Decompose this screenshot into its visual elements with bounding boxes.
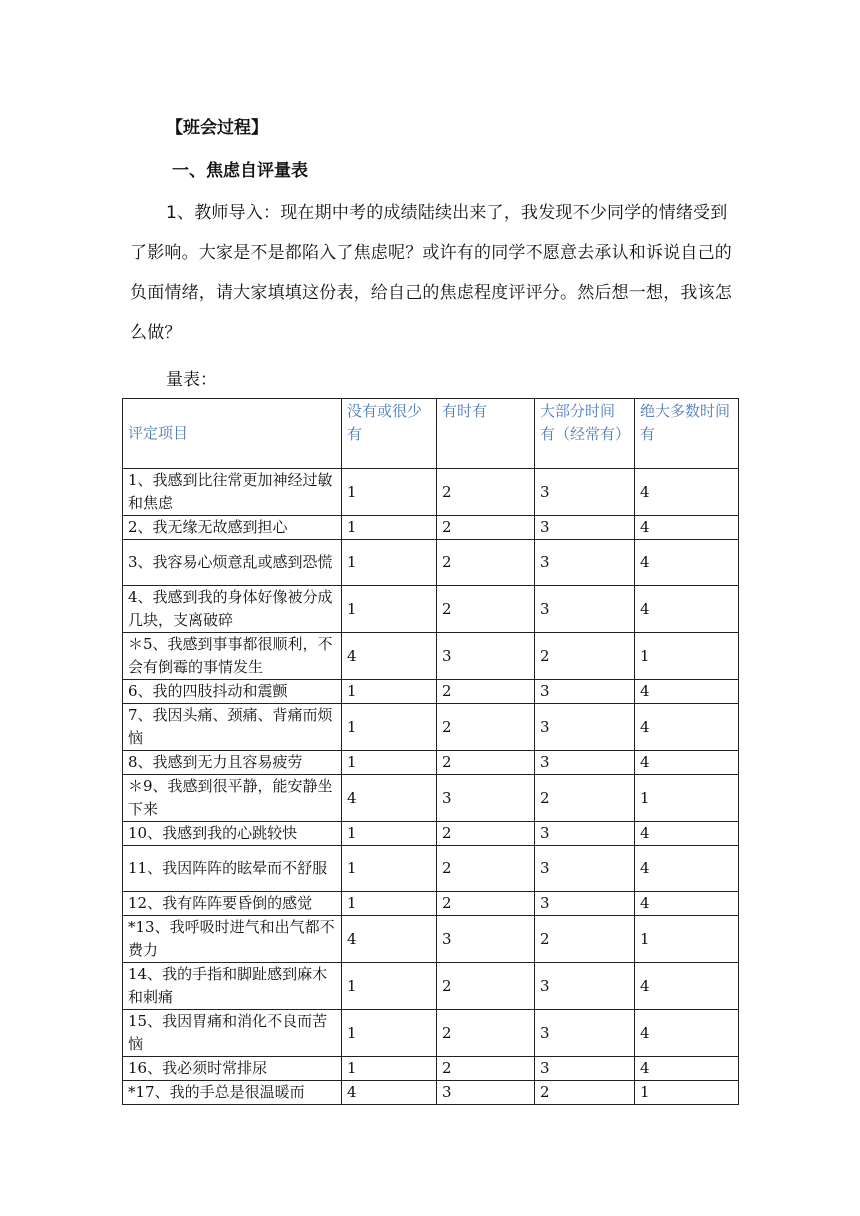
score-cell: 1: [342, 680, 437, 704]
score-cell: 1: [342, 704, 437, 751]
score-cell: 3: [535, 469, 635, 516]
table-row: [123, 1057, 739, 1081]
score-cell: 4: [342, 1081, 437, 1105]
score-cell: 2: [437, 963, 535, 1010]
process-heading: 【班会过程】: [166, 118, 268, 138]
score-cell: 1: [342, 1057, 437, 1081]
score-cell: 4: [635, 586, 739, 633]
score-cell: 1: [342, 892, 437, 916]
header-rarely: 没有或很少有: [342, 399, 437, 469]
score-cell: 3: [535, 680, 635, 704]
item-cell: ＊9、我感到很平静，能安静坐下来: [123, 775, 342, 822]
score-cell: 1: [635, 916, 739, 963]
header-item: 评定项目: [123, 399, 342, 469]
score-cell: 1: [342, 846, 437, 892]
item-cell: 12、我有阵阵要昏倒的感觉: [123, 892, 342, 916]
table-row: [123, 846, 739, 892]
score-cell: 3: [535, 586, 635, 633]
table-row: [123, 892, 739, 916]
table-row: [123, 751, 739, 775]
score-cell: 2: [437, 540, 535, 586]
table-row: [123, 822, 739, 846]
score-cell: 1: [635, 775, 739, 822]
score-cell: 2: [437, 469, 535, 516]
anxiety-scale-table: [122, 398, 739, 1105]
score-cell: 2: [437, 1057, 535, 1081]
table-row: [123, 1081, 739, 1105]
score-cell: 4: [342, 775, 437, 822]
score-cell: 4: [635, 516, 739, 540]
scale-label: 量表：: [166, 370, 217, 390]
score-cell: 4: [635, 751, 739, 775]
score-cell: 4: [635, 540, 739, 586]
item-cell: 15、我因胃痛和消化不良而苦恼: [123, 1010, 342, 1057]
item-cell: 14、我的手指和脚趾感到麻木和刺痛: [123, 963, 342, 1010]
item-cell: 2、我无缘无故感到担心: [123, 516, 342, 540]
item-cell: 16、我必须时常排尿: [123, 1057, 342, 1081]
score-cell: 1: [342, 516, 437, 540]
item-cell: 4、我感到我的身体好像被分成几块，支离破碎: [123, 586, 342, 633]
score-cell: 1: [342, 963, 437, 1010]
header-sometimes: 有时有: [437, 399, 535, 469]
score-cell: 4: [635, 1010, 739, 1057]
table-row: [123, 633, 739, 680]
section-heading: 一、焦虑自评量表: [172, 161, 308, 181]
item-cell: 10、我感到我的心跳较快: [123, 822, 342, 846]
score-cell: 2: [535, 1081, 635, 1105]
item-cell: *17、我的手总是很温暖而: [123, 1081, 342, 1105]
score-cell: 3: [437, 633, 535, 680]
score-cell: 1: [342, 822, 437, 846]
table-row: [123, 680, 739, 704]
score-cell: 3: [535, 704, 635, 751]
header-often: 大部分时间有（经常有）: [535, 399, 635, 469]
score-cell: 3: [535, 540, 635, 586]
score-cell: 3: [535, 846, 635, 892]
score-cell: 1: [342, 751, 437, 775]
table-row: [123, 540, 739, 586]
score-cell: 2: [437, 516, 535, 540]
score-cell: 4: [635, 963, 739, 1010]
intro-paragraph: 1、教师导入：现在期中考的成绩陆续出来了，我发现不少同学的情绪受到了影响。大家是不是都陷入了焦虑呢？或许有的同学不愿意去承认和诉说自己的负面情绪，请大家填填这份表，给自己的焦虑程度评评分。然后想一想，我该怎么做？: [130, 203, 732, 343]
item-cell: ＊5、我感到事事都很顺利，不会有倒霉的事情发生: [123, 633, 342, 680]
score-cell: 3: [535, 892, 635, 916]
score-cell: 1: [342, 540, 437, 586]
score-cell: 2: [437, 846, 535, 892]
item-cell: *13、我呼吸时进气和出气都不费力: [123, 916, 342, 963]
item-cell: 7、我因头痛、颈痛、背痛而烦恼: [123, 704, 342, 751]
score-cell: 2: [535, 633, 635, 680]
score-cell: 4: [342, 633, 437, 680]
score-cell: 3: [535, 1057, 635, 1081]
score-cell: 3: [535, 1010, 635, 1057]
table-row: [123, 1010, 739, 1057]
table-row: [123, 963, 739, 1010]
score-cell: 2: [535, 775, 635, 822]
table-row: [123, 775, 739, 822]
score-cell: 2: [437, 892, 535, 916]
score-cell: 4: [342, 916, 437, 963]
table-row: [123, 469, 739, 516]
score-cell: 1: [342, 586, 437, 633]
score-cell: 2: [437, 1010, 535, 1057]
score-cell: 2: [437, 586, 535, 633]
header-mostly: 绝大多数时间有: [635, 399, 739, 469]
score-cell: 1: [635, 1081, 739, 1105]
score-cell: 2: [437, 680, 535, 704]
score-cell: 4: [635, 822, 739, 846]
item-cell: 11、我因阵阵的眩晕而不舒服: [123, 846, 342, 892]
item-cell: 1、我感到比往常更加神经过敏和焦虑: [123, 469, 342, 516]
score-cell: 4: [635, 469, 739, 516]
item-cell: 6、我的四肢抖动和震颤: [123, 680, 342, 704]
score-cell: 4: [635, 846, 739, 892]
table-row: [123, 704, 739, 751]
table-row: [123, 916, 739, 963]
score-cell: 1: [342, 469, 437, 516]
score-cell: 3: [437, 775, 535, 822]
table-row: [123, 586, 739, 633]
score-cell: 2: [437, 822, 535, 846]
score-cell: 3: [437, 1081, 535, 1105]
table-header-row: [123, 399, 739, 469]
score-cell: 4: [635, 892, 739, 916]
score-cell: 4: [635, 1057, 739, 1081]
item-cell: 8、我感到无力且容易疲劳: [123, 751, 342, 775]
score-cell: 3: [535, 963, 635, 1010]
score-cell: 3: [535, 822, 635, 846]
score-cell: 3: [535, 751, 635, 775]
score-cell: 2: [535, 916, 635, 963]
table-body: [123, 469, 739, 1105]
score-cell: 4: [635, 680, 739, 704]
score-cell: 4: [635, 704, 739, 751]
score-cell: 3: [437, 916, 535, 963]
item-cell: 3、我容易心烦意乱或感到恐慌: [123, 540, 342, 586]
score-cell: 2: [437, 751, 535, 775]
score-cell: 1: [342, 1010, 437, 1057]
score-cell: 3: [535, 516, 635, 540]
score-cell: 1: [635, 633, 739, 680]
score-cell: 2: [437, 704, 535, 751]
table-row: [123, 516, 739, 540]
